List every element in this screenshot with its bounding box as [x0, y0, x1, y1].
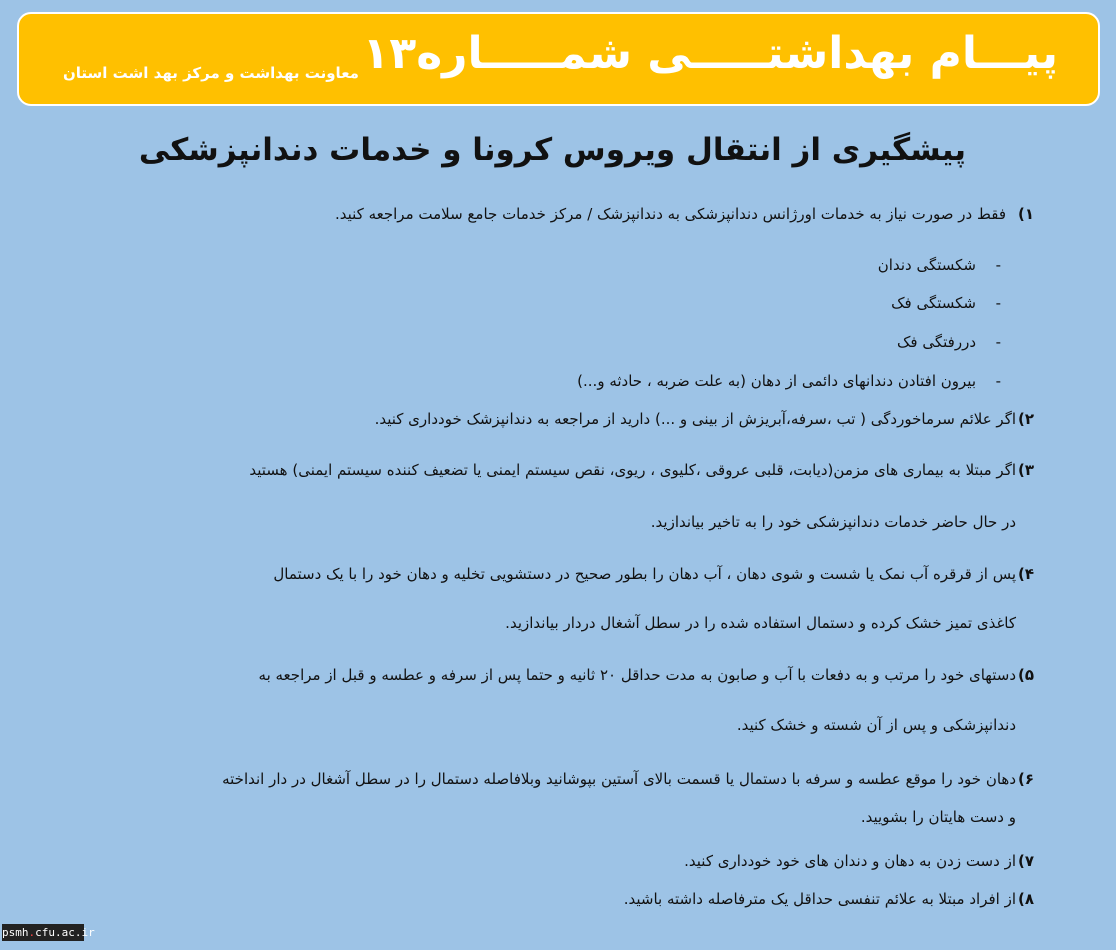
source-watermark: psmh.cfu.ac.ir — [2, 926, 95, 939]
header-banner — [17, 12, 1100, 106]
banner-subtitle: معاونت بهداشت و مرکز بهد اشت استان — [63, 64, 359, 82]
bullet-item: دررفتگی فک — [896, 333, 976, 351]
banner-title: پیـــام بهداشتـــــی شمـــــاره۱۳ — [362, 28, 1058, 79]
item-line: و دست هایتان را بشویید. — [860, 808, 1016, 826]
bullet-dash: - — [995, 256, 1001, 274]
item-number: ۴) — [1017, 565, 1034, 583]
item-number: ۷) — [1017, 852, 1034, 870]
item-number: ۸) — [1017, 890, 1034, 908]
item-line: اگر مبتلا به بیماری های مزمن(دیابت، قلبی عروقی ،کلیوی ، ریوی، نقص سیستم ایمنی یا تضعیف کننده سیستم ایمنی) هستید — [249, 461, 1016, 479]
item-number: ۱) — [1017, 205, 1034, 223]
item-line: پس از قرقره آب نمک یا شست و شوی دهان ، آب دهان را بطور صحیح در دستشویی تخلیه و دهان خود را با یک دستمال — [273, 565, 1016, 583]
item-line: در حال حاضر خدمات دندانپزشکی خود را به تاخیر بیاندازید. — [650, 513, 1016, 531]
item-line: دستهای خود را مرتب و به دفعات با آب و صابون به مدت حداقل ۲۰ ثانیه و حتما پس از سرفه و عطسه و قبل از مراجعه به — [258, 666, 1016, 684]
page-title: پیشگیری از انتقال ویروس کرونا و خدمات دندانپزشکی — [138, 132, 966, 168]
item-line: کاغذی تمیز خشک کرده و دستمال استفاده شده را در سطل آشغال دردار بیاندازید. — [505, 614, 1016, 632]
item-line: دهان خود را موقع عطسه و سرفه با دستمال یا قسمت بالای آستین بپوشانید وبلافاصله دستمال را در سطل آشغال در دار انداخته — [222, 770, 1016, 788]
item-number: ۲) — [1017, 410, 1034, 428]
item-line: اگر علائم سرماخوردگی ( تب ،سرفه،آبریزش از بینی و ...) دارید از مراجعه به دندانپزشک خودداری کنید. — [374, 410, 1016, 428]
bullet-dash: - — [995, 372, 1001, 390]
bullet-dash: - — [995, 333, 1001, 351]
bullet-dash: - — [995, 294, 1001, 312]
item-number: ۵) — [1017, 666, 1034, 684]
item-line: از دست زدن به دهان و دندان های خود خودداری کنید. — [684, 852, 1016, 870]
item-line: از افراد مبتلا به علائم تنفسی حداقل یک مترفاصله داشته باشید. — [623, 890, 1016, 908]
bullet-item: شکستگی دندان — [877, 256, 976, 274]
bullet-item: شکستگی فک — [891, 294, 976, 312]
item-number: ۶) — [1017, 770, 1034, 788]
item-line: دندانپزشکی و پس از آن شسته و خشک کنید. — [736, 716, 1016, 734]
bullet-item: بیرون افتادن دندانهای دائمی از دهان (به علت ضربه ، حادثه و...) — [577, 372, 976, 390]
item-line: فقط در صورت نیاز به خدمات اورژانس دندانپزشکی به دندانپزشک / مرکز خدمات جامع سلامت مراجعه کنید. — [334, 205, 1006, 223]
item-number: ۳) — [1017, 461, 1034, 479]
